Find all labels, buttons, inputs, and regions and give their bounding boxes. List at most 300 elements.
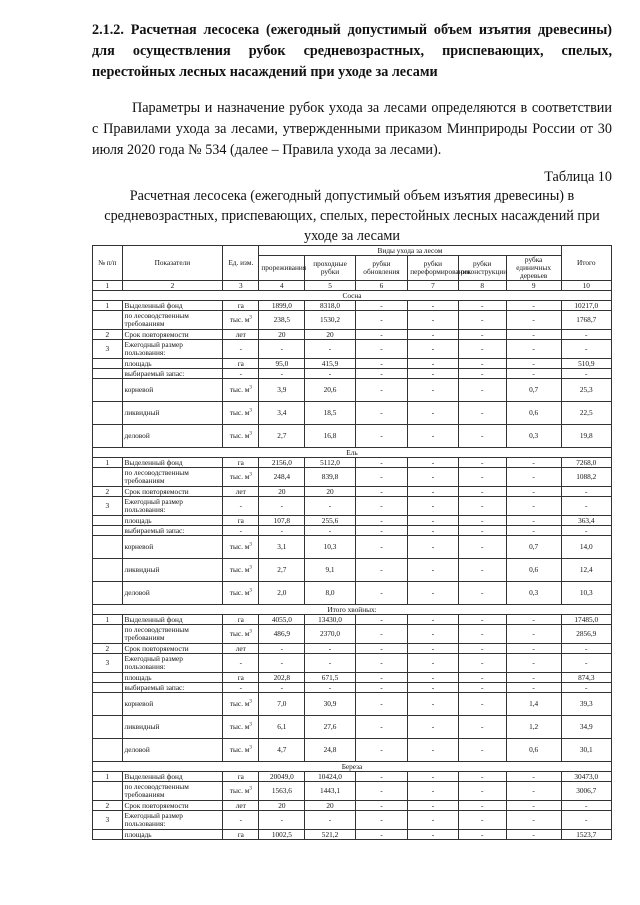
- row-value: -: [305, 683, 355, 693]
- row-value: -: [355, 516, 408, 526]
- row-value: 10424,0: [305, 772, 355, 782]
- row-unit: [223, 693, 259, 716]
- header-type: проходные рубки: [305, 256, 355, 281]
- row-indicator: выбираемый запас:: [122, 369, 223, 379]
- table-row: [93, 487, 612, 497]
- row-value: -: [458, 425, 506, 448]
- row-value: 34,9: [561, 716, 611, 739]
- row-indicator: деловой: [122, 582, 223, 605]
- section-heading: 2.1.2. Расчетная лесосека (ежегодный допустимый объем изъятия древесины) для осуществления рубок средневозрастных, приспевающих, спелых, перестойных лесных насаждений при уходе за лесами: [92, 22, 612, 80]
- row-value: -: [506, 497, 561, 516]
- row-number: 3: [93, 497, 123, 516]
- row-unit: [223, 340, 259, 359]
- row-unit: [223, 379, 259, 402]
- unit-text: лет: [235, 800, 246, 810]
- table-row: [93, 716, 612, 739]
- row-value: -: [408, 716, 458, 739]
- row-value: 20: [259, 487, 305, 497]
- col-number: 2: [122, 281, 223, 291]
- table-row: [93, 497, 612, 516]
- row-value: -: [259, 340, 305, 359]
- row-value: 4,7: [259, 739, 305, 762]
- unit-text: га: [237, 829, 244, 839]
- row-value: 3,9: [259, 379, 305, 402]
- row-value: -: [355, 625, 408, 644]
- col-number: 5: [305, 281, 355, 291]
- unit-text: га: [237, 614, 244, 624]
- unit-text: тыс. м: [229, 472, 250, 481]
- header-total: Итого: [561, 246, 611, 281]
- row-unit: [223, 830, 259, 840]
- row-value: -: [305, 369, 355, 379]
- row-value: -: [408, 801, 458, 811]
- row-value: -: [355, 739, 408, 762]
- row-value: 255,6: [305, 516, 355, 526]
- row-value: 107,8: [259, 516, 305, 526]
- row-value: 839,8: [305, 468, 355, 487]
- row-value: 20: [259, 330, 305, 340]
- row-value: -: [305, 497, 355, 516]
- row-value: -: [506, 369, 561, 379]
- row-value: -: [355, 582, 408, 605]
- row-value: -: [259, 644, 305, 654]
- row-indicator: Ежегодный размер пользования:: [122, 654, 223, 673]
- row-indicator: Ежегодный размер пользования:: [122, 340, 223, 359]
- col-number: 8: [458, 281, 506, 291]
- row-number: [93, 425, 123, 448]
- row-value: 2,7: [259, 559, 305, 582]
- row-unit: [223, 654, 259, 673]
- row-value: -: [506, 683, 561, 693]
- row-value: 20,6: [305, 379, 355, 402]
- row-value: 8,0: [305, 582, 355, 605]
- row-value: -: [355, 811, 408, 830]
- table-row: [93, 311, 612, 330]
- row-value: -: [355, 487, 408, 497]
- row-indicator: площадь: [122, 673, 223, 683]
- row-indicator: корневой: [122, 379, 223, 402]
- row-value: -: [355, 683, 408, 693]
- row-value: 2,0: [259, 582, 305, 605]
- row-value: -: [458, 516, 506, 526]
- row-value: -: [408, 683, 458, 693]
- row-value: -: [355, 830, 408, 840]
- row-value: -: [458, 625, 506, 644]
- unit-superscript: 3: [249, 745, 252, 751]
- row-indicator: по лесоводственным требованиям: [122, 782, 223, 801]
- row-value: 30473,0: [561, 772, 611, 782]
- row-value: -: [458, 359, 506, 369]
- row-value: -: [355, 425, 408, 448]
- row-value: -: [355, 673, 408, 683]
- col-number: 7: [408, 281, 458, 291]
- row-value: -: [561, 487, 611, 497]
- row-value: -: [506, 801, 561, 811]
- row-value: -: [458, 311, 506, 330]
- row-value: -: [305, 340, 355, 359]
- table-row: [93, 772, 612, 782]
- row-value: -: [355, 359, 408, 369]
- row-value: -: [561, 330, 611, 340]
- row-number: 2: [93, 644, 123, 654]
- row-value: -: [458, 830, 506, 840]
- col-number: 4: [259, 281, 305, 291]
- row-value: -: [506, 644, 561, 654]
- unit-superscript: 3: [249, 786, 252, 792]
- row-value: 18,5: [305, 402, 355, 425]
- row-value: -: [408, 654, 458, 673]
- row-value: -: [355, 615, 408, 625]
- row-value: 1563,6: [259, 782, 305, 801]
- section-row: [93, 291, 612, 301]
- row-value: 10217,0: [561, 301, 611, 311]
- row-value: -: [355, 458, 408, 468]
- row-value: -: [355, 301, 408, 311]
- row-number: [93, 468, 123, 487]
- row-number: [93, 673, 123, 683]
- row-value: -: [259, 811, 305, 830]
- unit-superscript: 3: [249, 629, 252, 635]
- table-row: [93, 673, 612, 683]
- row-value: -: [458, 683, 506, 693]
- row-number: [93, 739, 123, 762]
- unit-superscript: 3: [249, 472, 252, 478]
- row-indicator: выбираемый запас:: [122, 526, 223, 536]
- table-row: [93, 782, 612, 801]
- row-value: -: [259, 683, 305, 693]
- row-unit: [223, 739, 259, 762]
- row-number: [93, 782, 123, 801]
- row-value: -: [355, 801, 408, 811]
- row-value: -: [561, 644, 611, 654]
- row-value: -: [408, 625, 458, 644]
- row-indicator: ликвидный: [122, 402, 223, 425]
- unit-superscript: 3: [249, 315, 252, 321]
- row-value: 13430,0: [305, 615, 355, 625]
- row-value: 6,1: [259, 716, 305, 739]
- row-value: 20: [305, 801, 355, 811]
- row-value: -: [408, 311, 458, 330]
- row-value: -: [506, 625, 561, 644]
- row-value: -: [408, 516, 458, 526]
- row-unit: [223, 425, 259, 448]
- row-value: 1088,2: [561, 468, 611, 487]
- row-value: 2,7: [259, 425, 305, 448]
- row-indicator: Ежегодный размер пользования:: [122, 497, 223, 516]
- row-value: -: [408, 330, 458, 340]
- unit-text: -: [239, 368, 243, 378]
- row-indicator: ликвидный: [122, 559, 223, 582]
- row-value: -: [355, 330, 408, 340]
- row-value: -: [458, 615, 506, 625]
- row-value: -: [355, 782, 408, 801]
- row-value: -: [408, 739, 458, 762]
- row-unit: [223, 311, 259, 330]
- row-indicator: площадь: [122, 830, 223, 840]
- unit-superscript: 3: [249, 699, 252, 705]
- section-title: Береза: [93, 762, 612, 772]
- row-value: -: [458, 301, 506, 311]
- row-value: -: [458, 782, 506, 801]
- row-number: 1: [93, 615, 123, 625]
- row-value: 95,0: [259, 359, 305, 369]
- row-value: 2156,0: [259, 458, 305, 468]
- body-paragraph: Параметры и назначение рубок ухода за лесами определяются в соответствии с Правилами ухода за лесами, утвержденными приказом Минприроды России от 30 июля 2020 года № 534 (далее – Правила ухода за лесами).: [92, 100, 612, 158]
- row-value: -: [408, 379, 458, 402]
- row-unit: [223, 782, 259, 801]
- row-value: 3,4: [259, 402, 305, 425]
- row-value: -: [355, 536, 408, 559]
- row-value: -: [506, 311, 561, 330]
- row-unit: [223, 536, 259, 559]
- row-value: -: [561, 340, 611, 359]
- row-indicator: корневой: [122, 536, 223, 559]
- section-row: [93, 605, 612, 615]
- row-unit: [223, 644, 259, 654]
- row-value: -: [355, 379, 408, 402]
- section-title: Ель: [93, 448, 612, 458]
- row-value: -: [408, 359, 458, 369]
- row-value: -: [458, 458, 506, 468]
- row-number: 2: [93, 487, 123, 497]
- row-value: 671,5: [305, 673, 355, 683]
- col-number: 6: [355, 281, 408, 291]
- row-value: -: [355, 526, 408, 536]
- row-number: 3: [93, 654, 123, 673]
- row-indicator: Срок повторяемости: [122, 644, 223, 654]
- row-value: 1443,1: [305, 782, 355, 801]
- unit-text: тыс. м: [229, 315, 250, 324]
- row-value: -: [561, 811, 611, 830]
- row-number: [93, 693, 123, 716]
- header-num: № п/п: [93, 246, 123, 281]
- table-row: [93, 559, 612, 582]
- row-unit: [223, 497, 259, 516]
- row-unit: [223, 716, 259, 739]
- row-value: -: [506, 782, 561, 801]
- row-number: [93, 830, 123, 840]
- row-unit: [223, 369, 259, 379]
- table-number: Таблица 10: [544, 169, 612, 185]
- row-number: [93, 359, 123, 369]
- row-value: -: [355, 311, 408, 330]
- unit-text: -: [239, 344, 243, 353]
- row-value: -: [355, 497, 408, 516]
- row-unit: [223, 330, 259, 340]
- unit-superscript: 3: [249, 542, 252, 548]
- unit-text: тыс. м: [229, 408, 250, 417]
- row-value: -: [506, 830, 561, 840]
- row-value: 238,5: [259, 311, 305, 330]
- row-indicator: Выделенный фонд: [122, 615, 223, 625]
- row-value: -: [458, 369, 506, 379]
- row-value: 2856,9: [561, 625, 611, 644]
- row-value: -: [506, 330, 561, 340]
- row-indicator: Выделенный фонд: [122, 772, 223, 782]
- row-value: -: [259, 369, 305, 379]
- unit-superscript: 3: [249, 431, 252, 437]
- row-value: 22,5: [561, 402, 611, 425]
- row-value: -: [506, 458, 561, 468]
- row-value: 20: [305, 487, 355, 497]
- row-unit: [223, 402, 259, 425]
- row-value: -: [458, 582, 506, 605]
- section-row: [93, 762, 612, 772]
- unit-text: тыс. м: [229, 565, 250, 574]
- row-value: -: [355, 468, 408, 487]
- row-value: -: [408, 526, 458, 536]
- row-value: 3006,7: [561, 782, 611, 801]
- row-indicator: Срок повторяемости: [122, 487, 223, 497]
- row-number: [93, 625, 123, 644]
- table-row: [93, 425, 612, 448]
- row-value: 24,8: [305, 739, 355, 762]
- row-number: 2: [93, 801, 123, 811]
- row-number: 1: [93, 458, 123, 468]
- row-value: 0,6: [506, 402, 561, 425]
- row-value: -: [506, 772, 561, 782]
- unit-text: лет: [235, 329, 246, 339]
- row-value: -: [355, 559, 408, 582]
- table-row: [93, 644, 612, 654]
- row-value: 30,9: [305, 693, 355, 716]
- row-value: 20049,0: [259, 772, 305, 782]
- header-type: рубки переформирования: [408, 256, 458, 281]
- row-value: -: [408, 369, 458, 379]
- cutting-table: [92, 245, 612, 840]
- header-indicator: Показатели: [122, 246, 223, 281]
- row-value: -: [506, 615, 561, 625]
- row-value: -: [305, 811, 355, 830]
- row-indicator: корневой: [122, 693, 223, 716]
- col-number: 10: [561, 281, 611, 291]
- row-value: 202,8: [259, 673, 305, 683]
- col-number: 9: [506, 281, 561, 291]
- row-value: 363,4: [561, 516, 611, 526]
- row-value: -: [355, 716, 408, 739]
- row-value: -: [458, 811, 506, 830]
- row-value: -: [561, 683, 611, 693]
- row-value: -: [506, 359, 561, 369]
- row-value: -: [458, 379, 506, 402]
- row-value: -: [561, 654, 611, 673]
- table-row: [93, 526, 612, 536]
- row-value: -: [408, 772, 458, 782]
- row-value: -: [506, 487, 561, 497]
- row-value: -: [458, 693, 506, 716]
- row-unit: [223, 516, 259, 526]
- row-number: 2: [93, 330, 123, 340]
- row-value: 510,9: [561, 359, 611, 369]
- row-unit: [223, 458, 259, 468]
- row-indicator: Срок повторяемости: [122, 330, 223, 340]
- row-value: -: [506, 468, 561, 487]
- row-value: -: [458, 536, 506, 559]
- col-number: 3: [223, 281, 259, 291]
- table-row: [93, 811, 612, 830]
- row-value: 1530,2: [305, 311, 355, 330]
- table-row: [93, 536, 612, 559]
- row-unit: [223, 811, 259, 830]
- row-value: 1,2: [506, 716, 561, 739]
- row-value: -: [305, 644, 355, 654]
- row-value: -: [408, 782, 458, 801]
- row-value: 486,9: [259, 625, 305, 644]
- row-value: -: [259, 497, 305, 516]
- table-row: [93, 654, 612, 673]
- row-unit: [223, 359, 259, 369]
- row-value: 1,4: [506, 693, 561, 716]
- row-value: -: [506, 654, 561, 673]
- table-caption: Расчетная лесосека (ежегодный допустимый объем изъятия древесины) в средневозрастных, приспевающих, спелых, перестойных лесных насаждений при уходе за лесами: [104, 188, 600, 244]
- row-unit: [223, 801, 259, 811]
- unit-superscript: 3: [249, 385, 252, 391]
- row-value: 0,7: [506, 379, 561, 402]
- row-value: 16,8: [305, 425, 355, 448]
- row-value: -: [561, 369, 611, 379]
- row-value: -: [408, 830, 458, 840]
- header-type: прореживания: [259, 256, 305, 281]
- row-number: [93, 369, 123, 379]
- row-value: -: [506, 673, 561, 683]
- table-row: [93, 739, 612, 762]
- unit-text: тыс. м: [229, 699, 250, 708]
- row-value: -: [355, 644, 408, 654]
- row-indicator: деловой: [122, 739, 223, 762]
- row-value: 8318,0: [305, 301, 355, 311]
- header-unit: Ед. изм.: [223, 246, 259, 281]
- row-value: -: [458, 772, 506, 782]
- table-row: [93, 301, 612, 311]
- row-indicator: выбираемый запас:: [122, 683, 223, 693]
- row-value: 10,3: [305, 536, 355, 559]
- row-value: 10,3: [561, 582, 611, 605]
- row-value: 4055,0: [259, 615, 305, 625]
- row-value: -: [506, 526, 561, 536]
- row-value: 0,6: [506, 559, 561, 582]
- row-value: -: [408, 425, 458, 448]
- row-number: 1: [93, 301, 123, 311]
- table-row: [93, 625, 612, 644]
- unit-text: га: [237, 358, 244, 368]
- row-value: -: [561, 526, 611, 536]
- table-row: [93, 330, 612, 340]
- unit-text: га: [237, 457, 244, 467]
- row-value: 0,7: [506, 536, 561, 559]
- row-number: 3: [93, 811, 123, 830]
- row-value: 874,3: [561, 673, 611, 683]
- row-value: -: [458, 497, 506, 516]
- row-indicator: Ежегодный размер пользования:: [122, 811, 223, 830]
- row-indicator: деловой: [122, 425, 223, 448]
- row-unit: [223, 582, 259, 605]
- row-value: -: [458, 801, 506, 811]
- row-indicator: Выделенный фонд: [122, 301, 223, 311]
- header-type: рубки реконструкции: [458, 256, 506, 281]
- unit-text: тыс. м: [229, 722, 250, 731]
- row-value: -: [458, 559, 506, 582]
- row-value: -: [355, 772, 408, 782]
- row-value: 521,2: [305, 830, 355, 840]
- row-unit: [223, 673, 259, 683]
- row-value: 19,8: [561, 425, 611, 448]
- row-value: 248,4: [259, 468, 305, 487]
- row-value: -: [506, 301, 561, 311]
- unit-text: -: [239, 525, 243, 535]
- row-value: -: [458, 402, 506, 425]
- row-value: -: [408, 497, 458, 516]
- row-value: -: [458, 716, 506, 739]
